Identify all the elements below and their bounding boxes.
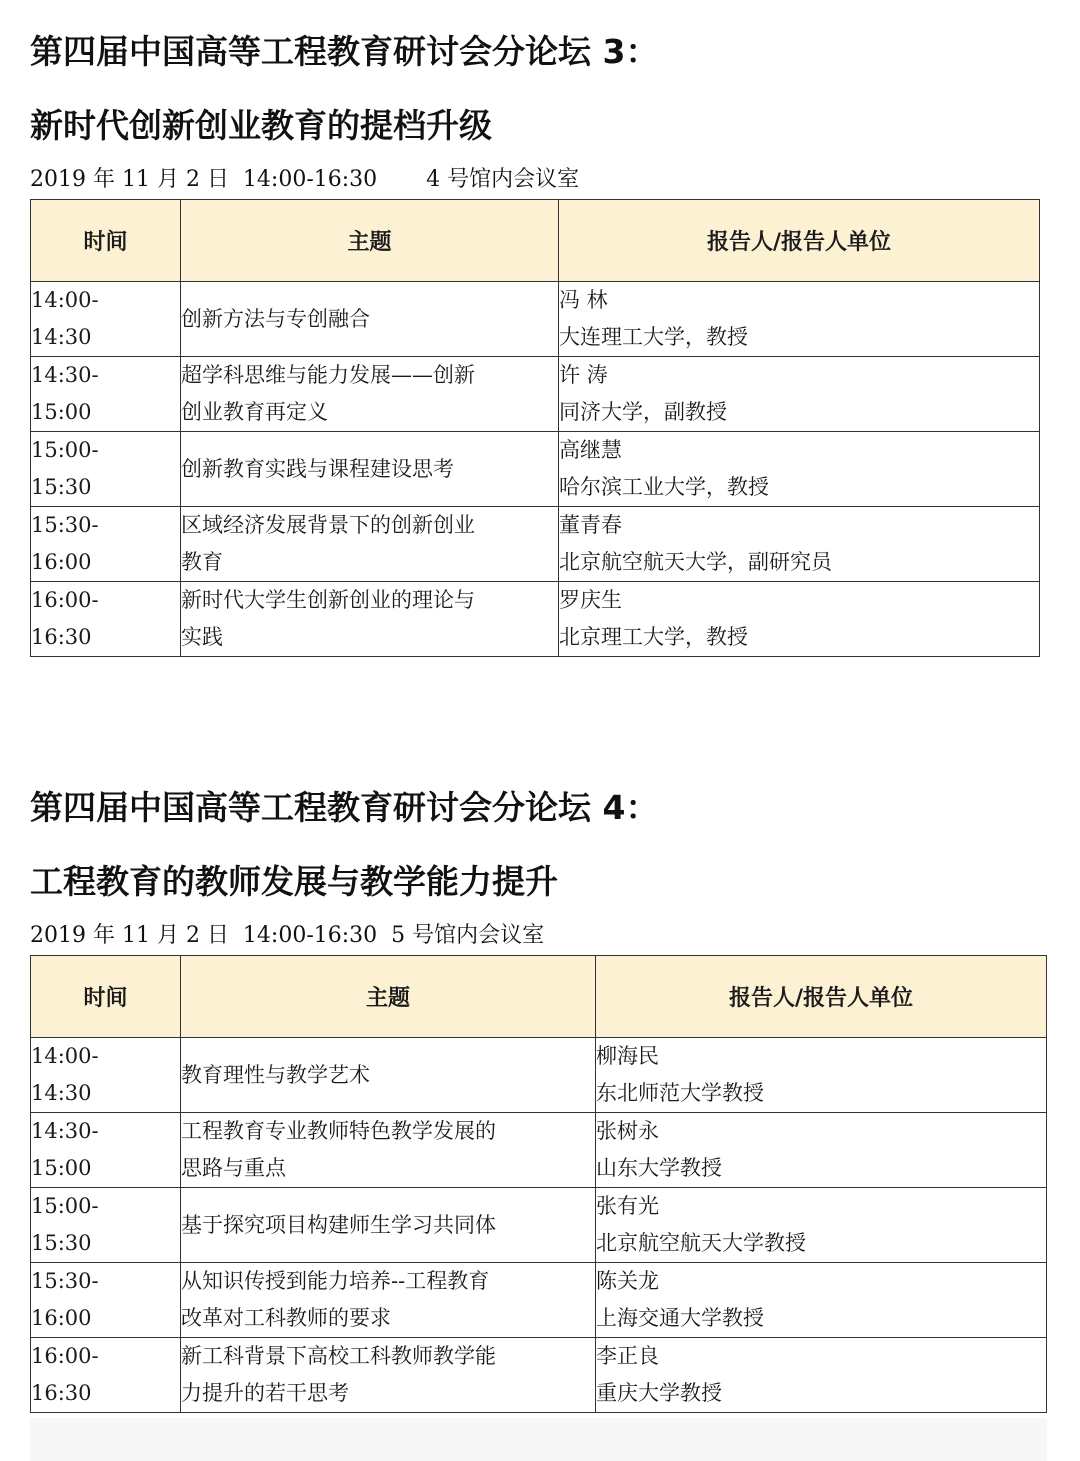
header-topic: 主题 [181, 956, 596, 1038]
speaker-line: 罗庆生 [559, 588, 622, 612]
forum-title: 第四届中国高等工程教育研讨会分论坛 4： [30, 788, 659, 827]
speaker-line: 哈尔滨工业大学，教授 [559, 475, 769, 499]
forum-date-location: 2019 年 11 月 2 日 14:00-16:30 5 号馆内会议室 [30, 923, 545, 948]
speaker-line: 柳海民 [596, 1044, 659, 1068]
topic-cell [181, 582, 559, 657]
topic-line: 新时代大学生创新创业的理论与 [181, 588, 475, 612]
topic-cell [181, 1338, 596, 1413]
table-row [31, 1263, 1047, 1338]
table-row [31, 1338, 1047, 1413]
time-cell [31, 432, 181, 507]
topic-line: 新工科背景下高校工科教师教学能 [181, 1344, 496, 1368]
speaker-line: 张树永 [596, 1119, 659, 1143]
forum-subtitle: 新时代创新创业教育的提档升级 [30, 106, 492, 145]
time-cell [31, 1038, 181, 1113]
speaker-line: 北京航空航天大学教授 [596, 1231, 806, 1255]
table-row [31, 507, 1040, 582]
topic-cell [181, 1188, 596, 1263]
table-row [31, 1188, 1047, 1263]
speaker-line: 山东大学教授 [596, 1156, 722, 1180]
agenda-table [30, 199, 1040, 657]
speaker-line: 高继慧 [559, 438, 622, 462]
topic-line: 从知识传授到能力培养--工程教育 [181, 1269, 490, 1293]
time-line: 14:30- [31, 1119, 99, 1143]
time-line: 14:30 [31, 325, 92, 349]
topic-line: 思路与重点 [181, 1156, 286, 1180]
time-cell [31, 1263, 181, 1338]
speaker-cell [559, 582, 1040, 657]
time-line: 15:00- [31, 438, 99, 462]
speaker-line: 北京航空航天大学，副研究员 [559, 550, 832, 574]
topic-cell [181, 1113, 596, 1188]
table-row [31, 582, 1040, 657]
time-line: 16:30 [31, 625, 92, 649]
speaker-line: 董青春 [559, 513, 622, 537]
speaker-line: 上海交通大学教授 [596, 1306, 764, 1330]
speaker-line: 许 涛 [559, 363, 608, 387]
topic-line: 创新方法与专创融合 [181, 306, 370, 331]
speaker-cell [559, 507, 1040, 582]
table-row [31, 1113, 1047, 1188]
speaker-cell [596, 1113, 1047, 1188]
topic-line: 创业教育再定义 [181, 400, 328, 424]
topic-cell [181, 507, 559, 582]
topic-line: 创新教育实践与课程建设思考 [181, 456, 454, 481]
speaker-cell [596, 1263, 1047, 1338]
topic-line: 工程教育专业教师特色教学发展的 [181, 1119, 496, 1143]
topic-line: 教育理性与教学艺术 [181, 1062, 370, 1087]
table-row [31, 357, 1040, 432]
speaker-cell [596, 1188, 1047, 1263]
topic-cell [181, 432, 559, 507]
forum-title: 第四届中国高等工程教育研讨会分论坛 3： [30, 32, 659, 71]
time-line: 15:30- [31, 513, 99, 537]
table-header-row [31, 956, 1047, 1038]
speaker-line: 李正良 [596, 1344, 659, 1368]
time-line: 16:30 [31, 1381, 92, 1405]
speaker-line: 张有光 [596, 1194, 659, 1218]
agenda-table [30, 955, 1047, 1413]
time-cell [31, 507, 181, 582]
header-speaker: 报告人/报告人单位 [596, 956, 1047, 1038]
time-line: 14:30- [31, 363, 99, 387]
time-line: 15:30- [31, 1269, 99, 1293]
time-line: 16:00- [31, 1344, 99, 1368]
time-line: 15:00- [31, 1194, 99, 1218]
topic-line: 实践 [181, 625, 223, 649]
table-header-row [31, 200, 1040, 282]
topic-cell [181, 282, 559, 357]
speaker-line: 大连理工大学，教授 [559, 325, 748, 349]
time-line: 14:00- [31, 1044, 99, 1068]
time-line: 16:00- [31, 588, 99, 612]
time-cell [31, 582, 181, 657]
speaker-cell [596, 1038, 1047, 1113]
topic-cell [181, 357, 559, 432]
header-time: 时间 [31, 200, 181, 282]
topic-cell [181, 1263, 596, 1338]
speaker-line: 北京理工大学，教授 [559, 625, 748, 649]
header-speaker: 报告人/报告人单位 [559, 200, 1040, 282]
speaker-line: 冯 林 [559, 288, 608, 312]
speaker-cell [596, 1338, 1047, 1413]
speaker-line: 陈关龙 [596, 1269, 659, 1293]
topic-cell [181, 1038, 596, 1113]
topic-line: 区域经济发展背景下的创新创业 [181, 513, 475, 537]
header-topic: 主题 [181, 200, 559, 282]
header-time: 时间 [31, 956, 181, 1038]
time-line: 16:00 [31, 550, 92, 574]
time-line: 15:00 [31, 1156, 92, 1180]
time-cell [31, 357, 181, 432]
time-line: 15:30 [31, 475, 92, 499]
time-line: 14:00- [31, 288, 99, 312]
speaker-line: 东北师范大学教授 [596, 1081, 764, 1105]
table-row [31, 432, 1040, 507]
topic-line: 超学科思维与能力发展——创新 [181, 363, 475, 387]
time-cell [31, 1338, 181, 1413]
forum-subtitle: 工程教育的教师发展与教学能力提升 [30, 862, 558, 901]
table-row [31, 282, 1040, 357]
time-line: 14:30 [31, 1081, 92, 1105]
speaker-line: 同济大学，副教授 [559, 400, 727, 424]
table-row [31, 1038, 1047, 1113]
topic-line: 改革对工科教师的要求 [181, 1306, 391, 1330]
page-bottom-edge [30, 1418, 1047, 1461]
time-cell [31, 1113, 181, 1188]
speaker-line: 重庆大学教授 [596, 1381, 722, 1405]
time-line: 15:00 [31, 400, 92, 424]
speaker-cell [559, 357, 1040, 432]
time-line: 16:00 [31, 1306, 92, 1330]
forum-date-location: 2019 年 11 月 2 日 14:00-16:30 4 号馆内会议室 [30, 167, 580, 192]
time-line: 15:30 [31, 1231, 92, 1255]
time-cell [31, 1188, 181, 1263]
topic-line: 教育 [181, 550, 223, 574]
speaker-cell [559, 432, 1040, 507]
speaker-cell [559, 282, 1040, 357]
topic-line: 基于探究项目构建师生学习共同体 [181, 1212, 496, 1237]
topic-line: 力提升的若干思考 [181, 1381, 349, 1405]
time-cell [31, 282, 181, 357]
